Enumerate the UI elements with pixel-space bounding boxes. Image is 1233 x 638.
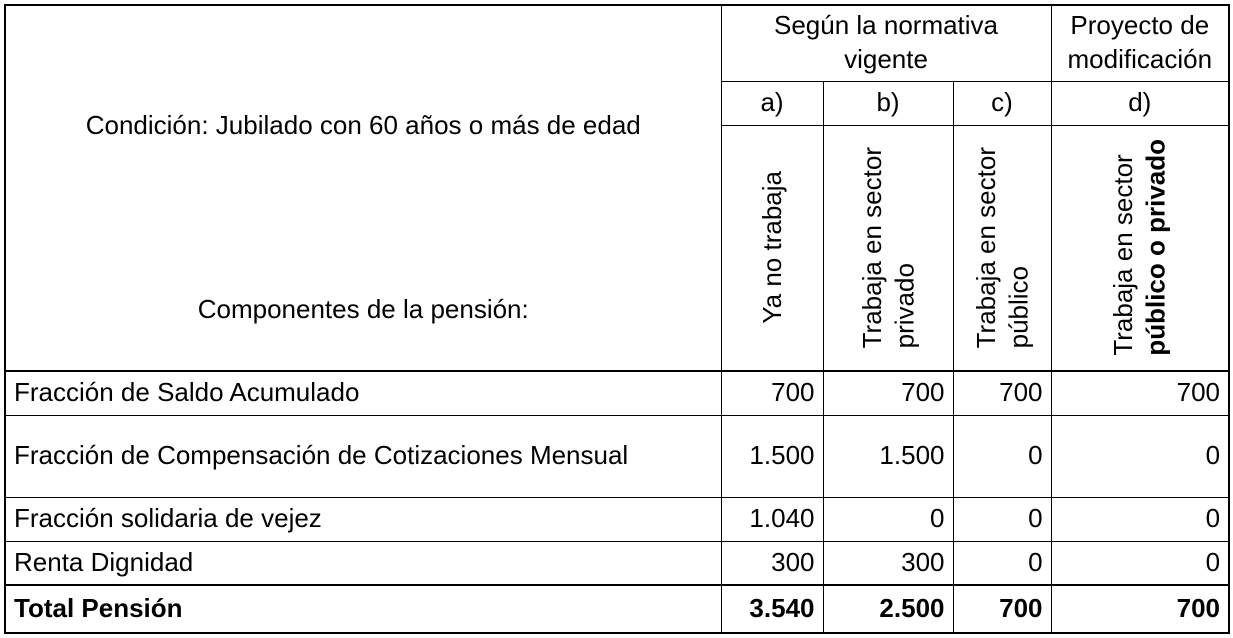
row-label: Renta Dignidad bbox=[5, 541, 721, 585]
row-value-b: 1.500 bbox=[823, 415, 953, 497]
total-value-d: 700 bbox=[1051, 585, 1229, 633]
col-desc-b bbox=[823, 125, 953, 371]
row-value-c: 0 bbox=[953, 415, 1051, 497]
col-desc-c-line2: público bbox=[1003, 266, 1034, 349]
row-value-b: 0 bbox=[823, 497, 953, 541]
row-value-a: 1.500 bbox=[721, 415, 823, 497]
table-row bbox=[5, 371, 1229, 415]
col-letter-b: b) bbox=[823, 81, 953, 125]
row-value-a: 700 bbox=[721, 371, 823, 415]
col-desc-b-line1: Trabaja en sector bbox=[856, 147, 887, 349]
total-value-b: 2.500 bbox=[823, 585, 953, 633]
row-value-c: 0 bbox=[953, 497, 1051, 541]
row-label: Fracción de Saldo Acumulado bbox=[5, 371, 721, 415]
col-desc-c-line1: Trabaja en sector bbox=[970, 147, 1001, 349]
total-label: Total Pensión bbox=[5, 585, 721, 633]
total-value-c: 700 bbox=[953, 585, 1051, 633]
table-row bbox=[5, 497, 1229, 541]
col-letter-d: d) bbox=[1051, 81, 1229, 125]
row-value-d: 0 bbox=[1051, 541, 1229, 585]
header-condition-cell bbox=[5, 5, 721, 371]
col-letter-a: a) bbox=[721, 81, 823, 125]
group-modification-project: Proyecto de modificación bbox=[1051, 5, 1229, 81]
col-desc-d-line2: público o privado bbox=[1140, 139, 1171, 357]
col-letter-c: c) bbox=[953, 81, 1051, 125]
row-value-c: 700 bbox=[953, 371, 1051, 415]
col-desc-a-text: Ya no trabaja bbox=[756, 171, 787, 325]
total-row bbox=[5, 585, 1229, 633]
row-value-c: 0 bbox=[953, 541, 1051, 585]
row-label: Fracción de Compensación de Cotizaciones Mensual bbox=[5, 415, 721, 497]
group-current-regulation: Según la normativa vigente bbox=[721, 5, 1051, 81]
total-value-a: 3.540 bbox=[721, 585, 823, 633]
col-desc-d-line1: Trabaja en sector bbox=[1108, 154, 1139, 357]
col-desc-c bbox=[953, 125, 1051, 371]
row-value-d: 0 bbox=[1051, 415, 1229, 497]
pension-table bbox=[4, 4, 1230, 634]
row-label: Fracción solidaria de vejez bbox=[5, 497, 721, 541]
row-value-a: 1.040 bbox=[721, 497, 823, 541]
table-row bbox=[5, 541, 1229, 585]
col-desc-a bbox=[721, 125, 823, 371]
condition-label: Condición: Jubilado con 60 años o más de edad bbox=[85, 110, 641, 140]
row-value-a: 300 bbox=[721, 541, 823, 585]
row-value-d: 0 bbox=[1051, 497, 1229, 541]
row-value-b: 700 bbox=[823, 371, 953, 415]
row-value-d: 700 bbox=[1051, 371, 1229, 415]
row-value-b: 300 bbox=[823, 541, 953, 585]
col-desc-d bbox=[1051, 125, 1229, 371]
table-row bbox=[5, 415, 1229, 497]
col-desc-b-line2: privado bbox=[889, 263, 919, 349]
components-label: Componentes de la pensión: bbox=[197, 293, 529, 324]
